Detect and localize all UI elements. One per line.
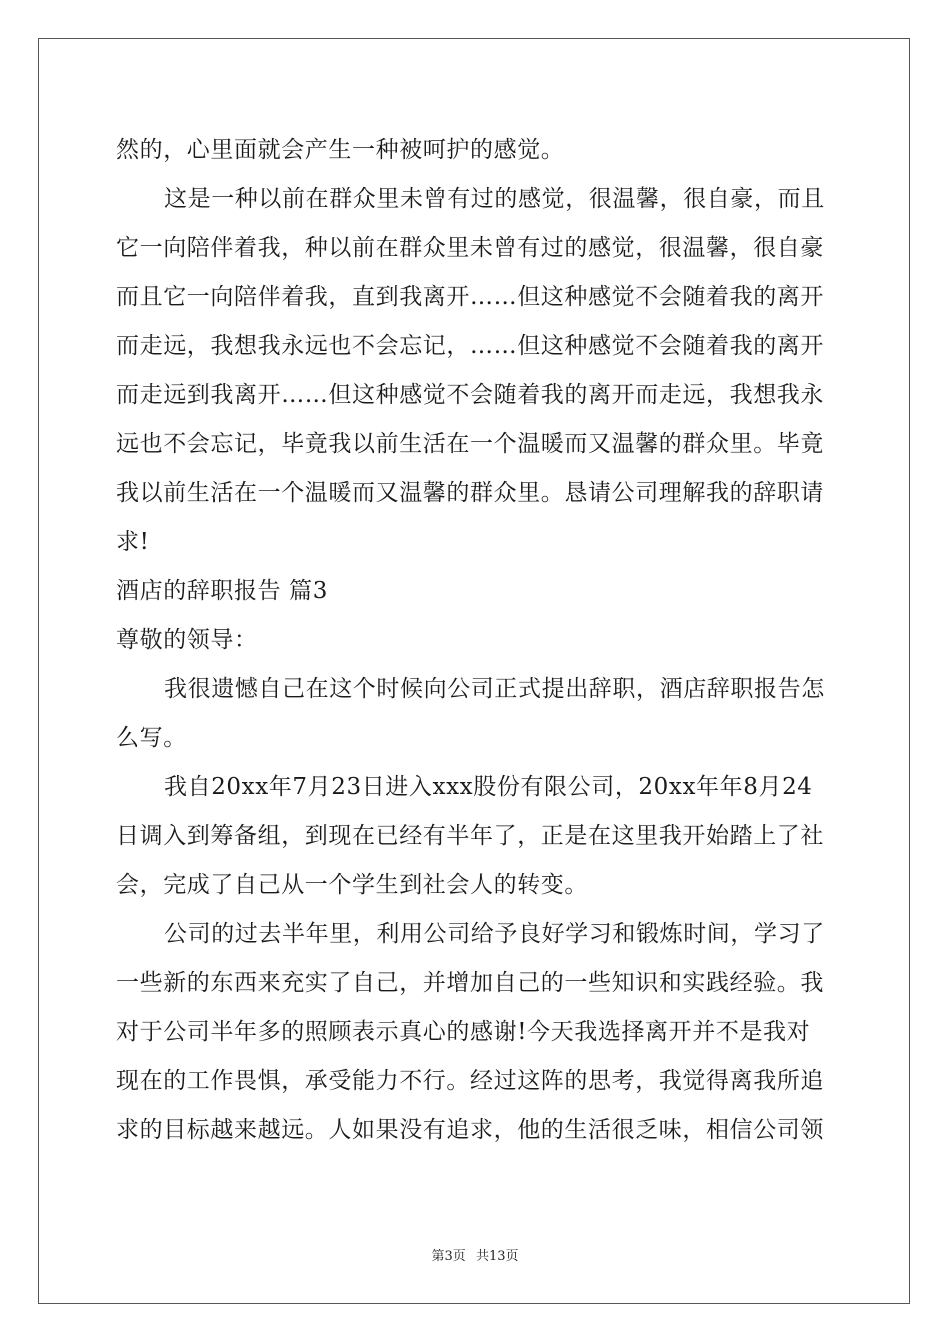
text-line: 我以前生活在一个温暖而又温馨的群众里。恳请公司理解我的辞职请 xyxy=(116,480,824,506)
paragraph-first-line: 公司的过去半年里，利用公司给予良好学习和锻炼时间，学习了 xyxy=(164,921,825,947)
salutation: 尊敬的领导： xyxy=(116,627,258,653)
paragraph-first-line: 这是一种以前在群众里未曾有过的感觉，很温馨，很自豪，而且 xyxy=(164,186,825,212)
text-line: 远也不会忘记，毕竟我以前生活在一个温暖而又温馨的群众里。毕竟 xyxy=(116,431,824,457)
section-heading: 酒店的辞职报告 篇3 xyxy=(116,578,328,604)
page-number: 第3页 xyxy=(431,1249,466,1264)
text-line: 而且它一向陪伴着我，直到我离开……但这种感觉不会随着我的离开 xyxy=(116,284,824,310)
paragraph-first-line: 我很遗憾自己在这个时候向公司正式提出辞职，酒店辞职报告怎 xyxy=(164,676,825,702)
text-line: 然的，心里面就会产生一种被呵护的感觉。 xyxy=(116,137,565,163)
text-line: 对于公司半年多的照顾表示真心的感谢!今天我选择离开并不是我对 xyxy=(116,1019,811,1045)
text-line: 而走远到我离开……但这种感觉不会随着我的离开而走远，我想我永 xyxy=(116,382,824,408)
text-line: 现在的工作畏惧，承受能力不行。经过这阵的思考，我觉得离我所追 xyxy=(116,1068,824,1094)
text-line: 会，完成了自己从一个学生到社会人的转变。 xyxy=(116,872,588,898)
text-line: 而走远，我想我永远也不会忘记，……但这种感觉不会随着我的离开 xyxy=(116,333,824,359)
text-line: 求的目标越来越远。人如果没有追求，他的生活很乏味，相信公司领 xyxy=(116,1117,824,1143)
text-line: 它一向陪伴着我，种以前在群众里未曾有过的感觉，很温馨，很自豪 xyxy=(116,235,824,261)
text-line: 日调入到筹备组，到现在已经有半年了，正是在这里我开始踏上了社 xyxy=(116,823,824,849)
text-line: 求! xyxy=(116,529,150,555)
page-total: 共13页 xyxy=(475,1249,519,1264)
page-footer xyxy=(0,1248,950,1266)
text-line: 么写。 xyxy=(116,725,187,751)
text-line: 一些新的东西来充实了自己，并增加自己的一些知识和实践经验。我 xyxy=(116,970,824,996)
paragraph-first-line: 我自20xx年7月23日进入xxx股份有限公司，20xx年年8月24 xyxy=(164,774,813,800)
